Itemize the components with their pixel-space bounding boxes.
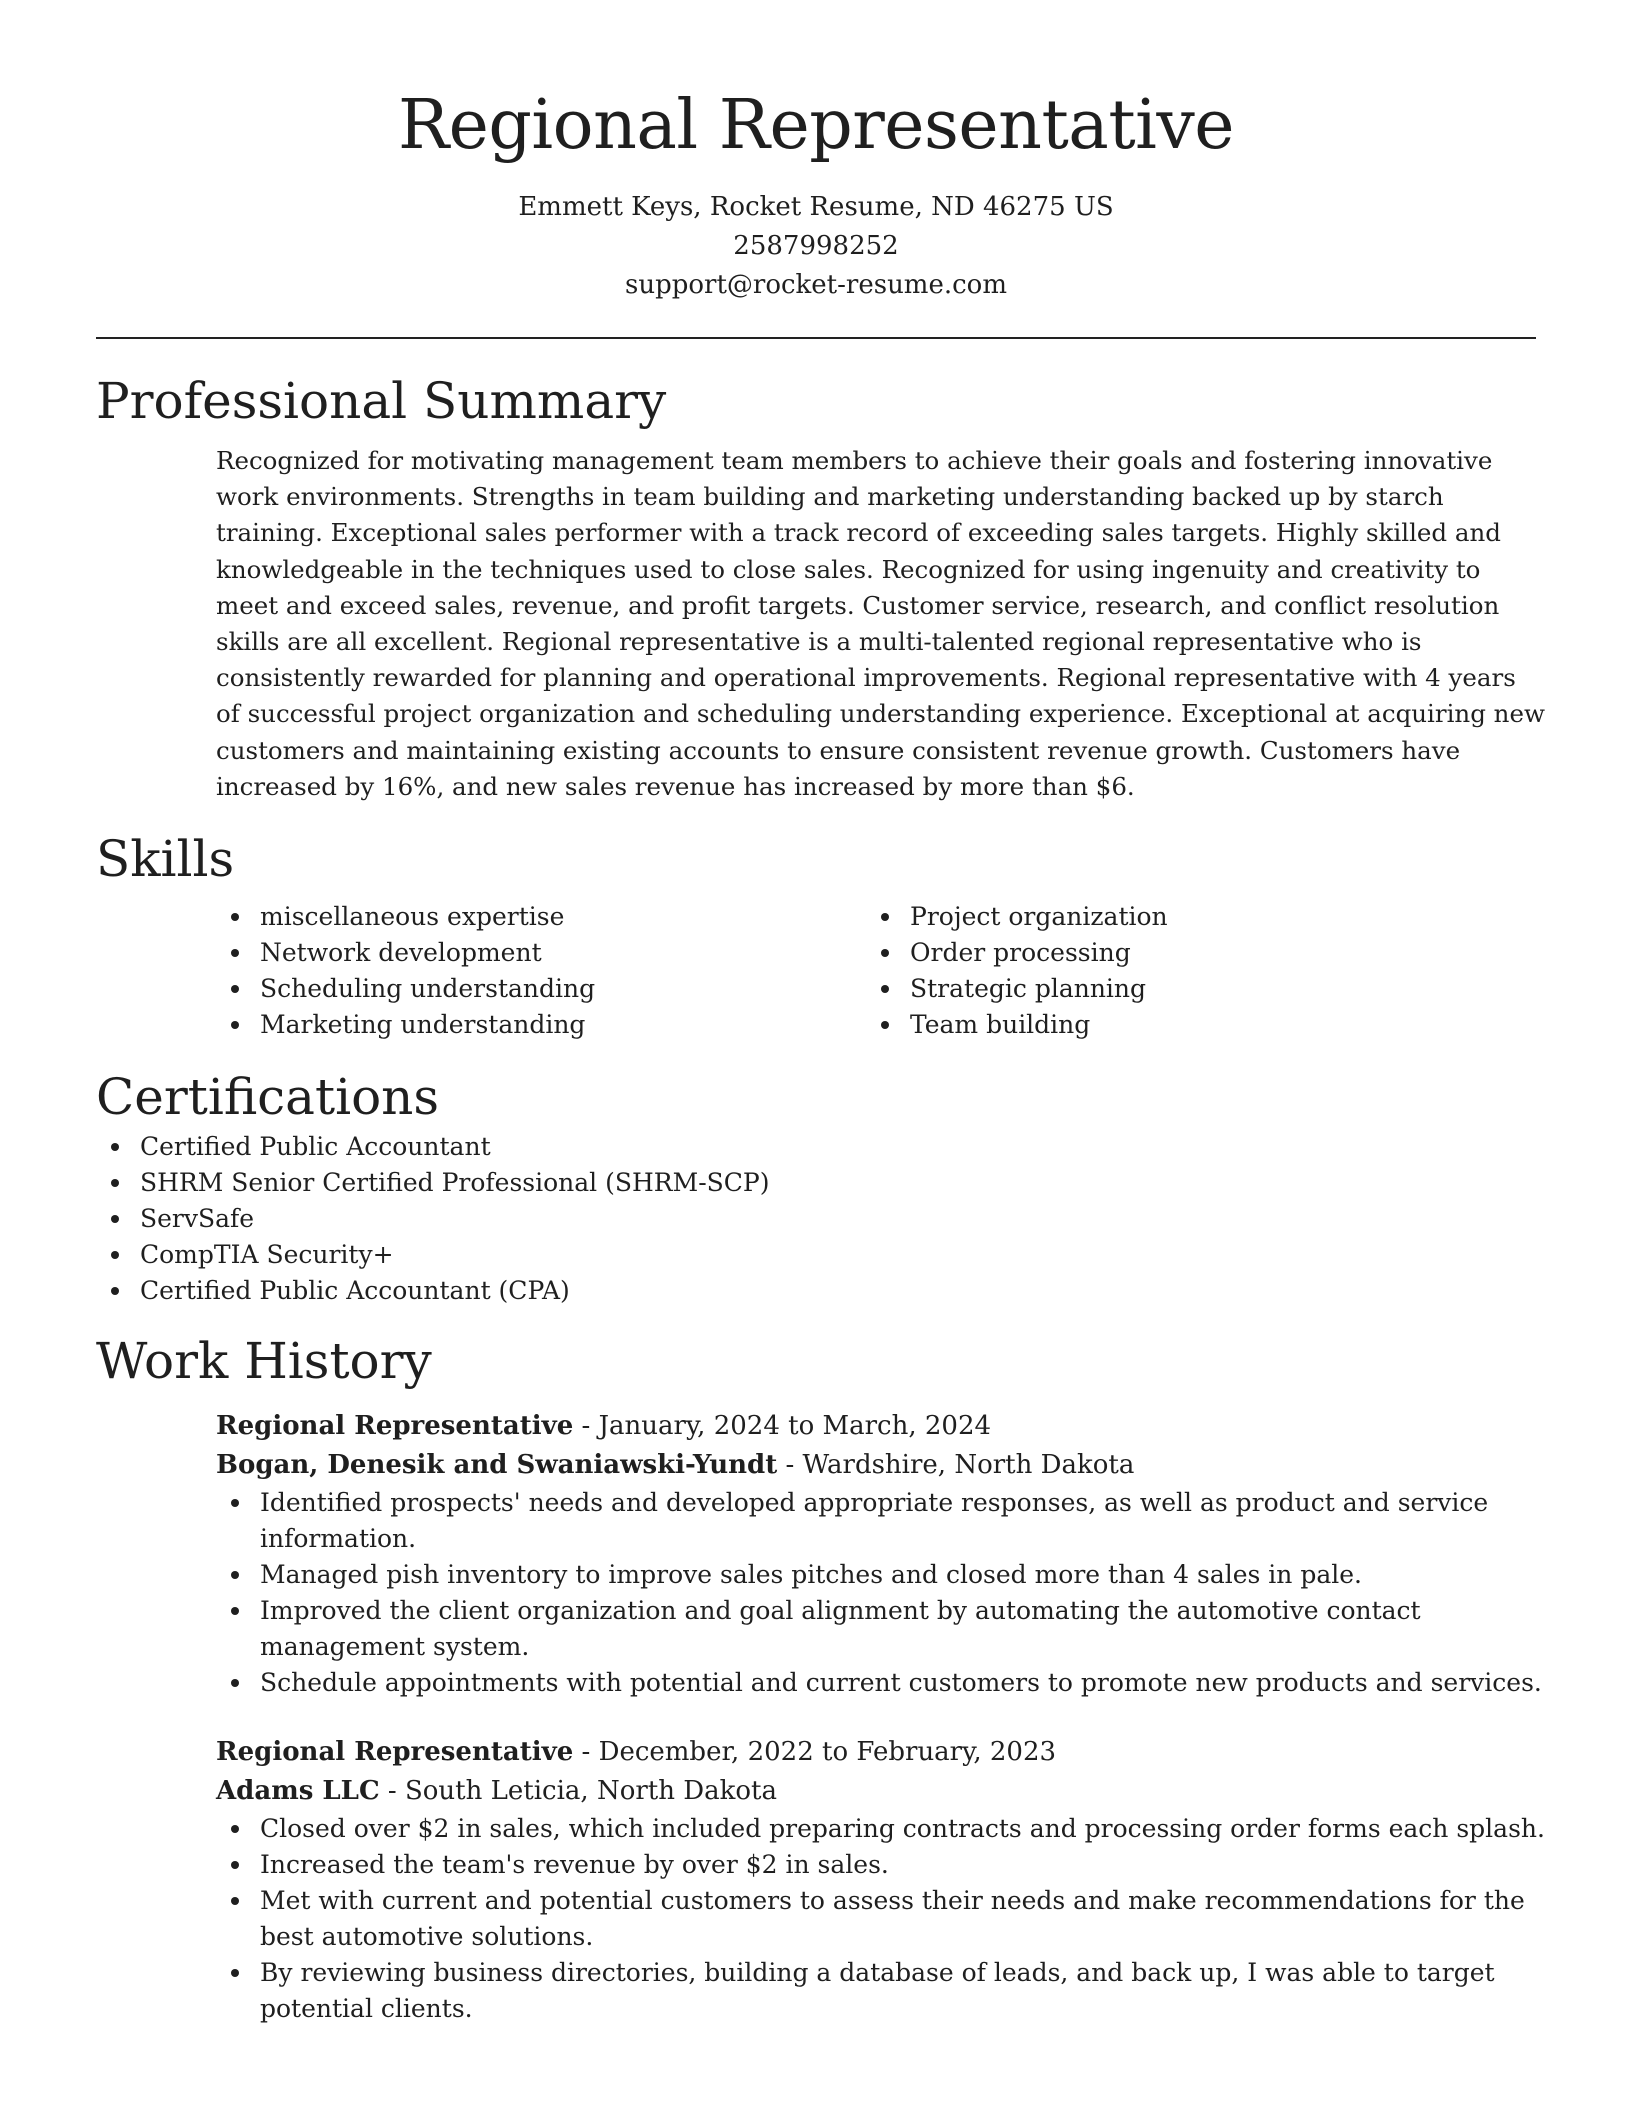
skill-item: Marketing understanding <box>216 1007 866 1043</box>
skill-item: Network development <box>216 935 866 971</box>
certification-item: SHRM Senior Certified Professional (SHRM-SCP) <box>96 1165 1536 1201</box>
job-bullet: Managed pish inventory to improve sales pitches and closed more than 4 sales in pale. <box>216 1557 1546 1593</box>
contact-block <box>96 188 1536 305</box>
skill-item: miscellaneous expertise <box>216 899 866 935</box>
work-history-heading: Work History <box>96 1332 432 1391</box>
skills-grid <box>216 899 1536 1043</box>
skill-item: Strategic planning <box>866 971 1516 1007</box>
resume-page <box>96 0 1545 2027</box>
skill-item: Order processing <box>866 935 1516 971</box>
job-entry <box>216 1407 1542 1701</box>
job-title: Regional Representative <box>216 1411 574 1442</box>
skill-item: Project organization <box>866 899 1516 935</box>
job-bullets <box>216 1811 1546 2027</box>
job-company-line <box>216 1772 1536 1811</box>
certification-item: Certified Public Accountant <box>96 1129 1536 1165</box>
certification-item: CompTIA Security+ <box>96 1237 1536 1273</box>
job-title: Regional Representative <box>216 1737 574 1768</box>
skills-section <box>96 827 1536 1043</box>
certification-item: Certified Public Accountant (CPA) <box>96 1273 1536 1309</box>
skills-list-right <box>866 899 1516 1043</box>
contact-address: Emmett Keys, Rocket Resume, ND 46275 US <box>518 192 1114 222</box>
contact-phone: 2587998252 <box>733 231 899 261</box>
job-bullet: Increased the team's revenue by over $2 in sales. <box>216 1847 1546 1883</box>
job-dates: - December, 2022 to February, 2023 <box>573 1737 1057 1768</box>
job-bullet: Schedule appointments with potential and current customers to promote new products and services. <box>216 1665 1546 1701</box>
job-dates: - January, 2024 to March, 2024 <box>573 1411 992 1442</box>
skills-list-left <box>216 899 866 1043</box>
job-title-line <box>216 1407 1536 1446</box>
job-location: - Wardshire, North Dakota <box>777 1450 1135 1481</box>
job-bullet: By reviewing business directories, building a database of leads, and back up, I was able to target potential clients. <box>216 1955 1546 2027</box>
skills-heading: Skills <box>96 830 235 889</box>
summary-section <box>96 369 1545 805</box>
job-entry <box>216 1733 1545 2027</box>
summary-heading: Professional Summary <box>96 372 667 430</box>
skill-item: Scheduling understanding <box>216 971 866 1007</box>
contact-email: support@rocket-resume.com <box>624 270 1007 300</box>
job-bullet: Identified prospects' needs and developed appropriate responses, as well as product and service information. <box>216 1485 1546 1557</box>
skill-item: Team building <box>866 1007 1516 1043</box>
certifications-heading: Certifications <box>96 1068 440 1127</box>
job-bullet: Improved the client organization and goal alignment by automating the automotive contact management system. <box>216 1593 1546 1665</box>
job-company: Adams LLC <box>216 1776 380 1807</box>
job-bullets <box>216 1485 1546 1701</box>
job-location: - South Leticia, North Dakota <box>379 1776 777 1807</box>
certification-item: ServSafe <box>96 1201 1536 1237</box>
page-title: Regional Representative <box>397 86 1235 165</box>
job-bullet: Met with current and potential customers to assess their needs and make recommendations for the best automotive solutions. <box>216 1883 1546 1955</box>
certifications-section <box>96 1065 1536 1309</box>
job-bullet: Closed over $2 in sales, which included preparing contracts and processing order forms each splash. <box>216 1811 1546 1847</box>
header-divider <box>96 337 1536 339</box>
certifications-list <box>96 1129 1536 1309</box>
job-company: Bogan, Denesik and Swaniawski-Yundt <box>216 1450 778 1481</box>
job-company-line <box>216 1446 1536 1485</box>
work-history-section <box>96 1329 1545 2027</box>
job-title-line <box>216 1733 1536 1772</box>
summary-text: Recognized for motivating management team members to achieve their goals and fostering innovative work environments. Strengths in team building and marketing understanding backed up by starch training. Exceptional sales performer with a track record of exceeding sales targets. Highly skilled and knowledgeable in the techniques used to close sales. Recognized for using ingenuity and creativity to meet and exceed sales, revenue, and profit targets. Customer service, research, and conflict resolution skills are all excellent. Regional representative is a multi-talented regional representative who is consistently rewarded for planning and operational improvements. Regional representative with 4 years of successful project organization and scheduling understanding experience. Exceptional at acquiring new customers and maintaining existing accounts to ensure consistent revenue growth. Customers have increased by 16%, and new sales revenue has increased by more than $6. <box>216 446 1545 801</box>
